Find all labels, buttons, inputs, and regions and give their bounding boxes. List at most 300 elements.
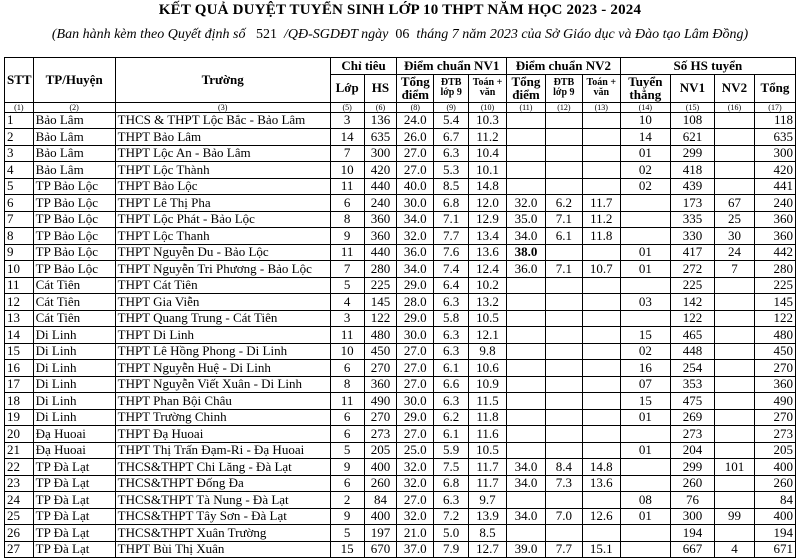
cell-admitted-total: 240 — [754, 195, 795, 212]
cell-admitted-nv2: 7 — [714, 261, 754, 278]
cell-school: THPT Trường Chinh — [115, 409, 330, 426]
cell-admitted-nv2: 25 — [714, 211, 754, 228]
cell-school: THPT Lộc Thành — [115, 162, 330, 179]
cell-stt: 15 — [5, 343, 34, 360]
column-number: (11) — [507, 102, 546, 112]
cell-nv1-dtb: 7.9 — [434, 541, 469, 558]
decision-number: 521 — [255, 27, 277, 42]
cell-quota-hs: 273 — [364, 426, 397, 443]
cell-quota-class: 6 — [330, 475, 364, 492]
cell-admitted-nv2 — [714, 393, 754, 410]
cell-quota-hs: 145 — [364, 294, 397, 311]
cell-nv1-total: 28.0 — [397, 294, 434, 311]
cell-nv1-dtb: 6.3 — [434, 294, 469, 311]
cell-quota-class: 5 — [330, 277, 364, 294]
cell-nv1-toan-van: 11.6 — [469, 426, 507, 443]
cell-admitted-nv2: 4 — [714, 541, 754, 558]
cell-school: THPT Lộc Phát - Bảo Lộc — [115, 211, 330, 228]
cell-quota-hs: 260 — [364, 475, 397, 492]
cell-school: THPT Lộc An - Bảo Lâm — [115, 145, 330, 162]
cell-nv2-total — [507, 360, 546, 377]
cell-nv2-total: 32.0 — [507, 195, 546, 212]
cell-quota-hs: 360 — [364, 211, 397, 228]
cell-stt: 2 — [5, 129, 34, 146]
cell-admitted-nv2: 30 — [714, 228, 754, 245]
cell-nv2-total: 39.0 — [507, 541, 546, 558]
column-number: (10) — [469, 102, 507, 112]
header-admitted-nv2: NV2 — [714, 74, 754, 102]
cell-quota-class: 10 — [330, 343, 364, 360]
cell-admitted-nv1: 353 — [670, 376, 714, 393]
cell-quota-hs: 136 — [364, 112, 397, 129]
cell-nv1-total: 27.0 — [397, 162, 434, 179]
cell-quota-hs: 280 — [364, 261, 397, 278]
cell-nv1-total: 34.0 — [397, 211, 434, 228]
table-row — [5, 129, 796, 146]
cell-admitted-nv2 — [714, 343, 754, 360]
cell-admitted-nv2 — [714, 162, 754, 179]
cell-nv2-dtb — [545, 327, 582, 344]
cell-admitted-nv1: 142 — [670, 294, 714, 311]
cell-quota-class: 5 — [330, 442, 364, 459]
cell-nv2-total: 36.0 — [507, 261, 546, 278]
cell-nv2-total — [507, 145, 546, 162]
cell-direct — [620, 459, 670, 476]
cell-nv2-dtb — [545, 277, 582, 294]
column-number: (12) — [545, 102, 582, 112]
cell-nv2-toan-van — [582, 343, 620, 360]
cell-quota-hs: 360 — [364, 228, 397, 245]
column-number: (9) — [434, 102, 469, 112]
header-nv1-total: Tổng điểm — [397, 74, 434, 102]
cell-direct: 16 — [620, 360, 670, 377]
cell-quota-class: 5 — [330, 525, 364, 542]
cell-quota-hs: 360 — [364, 376, 397, 393]
cell-nv1-toan-van: 12.1 — [469, 327, 507, 344]
cell-direct: 01 — [620, 244, 670, 261]
cell-admitted-nv2 — [714, 376, 754, 393]
cell-nv1-toan-van: 9.7 — [469, 492, 507, 509]
cell-district: TP Đà Lạt — [33, 508, 115, 525]
cell-nv1-dtb: 6.3 — [434, 145, 469, 162]
cell-direct: 15 — [620, 393, 670, 410]
cell-admitted-nv1: 439 — [670, 178, 714, 195]
cell-quota-class: 9 — [330, 508, 364, 525]
cell-nv2-toan-van: 10.7 — [582, 261, 620, 278]
cell-admitted-total: 360 — [754, 376, 795, 393]
cell-admitted-nv2 — [714, 327, 754, 344]
cell-stt: 7 — [5, 211, 34, 228]
cell-nv1-total: 36.0 — [397, 244, 434, 261]
cell-nv2-total — [507, 294, 546, 311]
cell-stt: 26 — [5, 525, 34, 542]
cell-direct — [620, 195, 670, 212]
admission-results-table — [4, 57, 796, 558]
table-row — [5, 459, 796, 476]
subtitle-part2: /QĐ-SGDĐT ngày — [283, 27, 389, 42]
cell-nv1-total: 24.0 — [397, 112, 434, 129]
cell-nv1-dtb: 7.2 — [434, 508, 469, 525]
cell-district: Bảo Lâm — [33, 145, 115, 162]
cell-district: Di Linh — [33, 327, 115, 344]
cell-admitted-nv1: 122 — [670, 310, 714, 327]
cell-quota-hs: 240 — [364, 195, 397, 212]
cell-quota-class: 6 — [330, 360, 364, 377]
cell-school: THPT Lê Hồng Phong - Di Linh — [115, 343, 330, 360]
cell-quota-hs: 84 — [364, 492, 397, 509]
cell-stt: 10 — [5, 261, 34, 278]
cell-direct: 01 — [620, 442, 670, 459]
cell-quota-hs: 205 — [364, 442, 397, 459]
cell-nv2-total — [507, 393, 546, 410]
cell-admitted-nv2 — [714, 277, 754, 294]
table-row — [5, 162, 796, 179]
cell-direct: 01 — [620, 409, 670, 426]
cell-admitted-nv1: 269 — [670, 409, 714, 426]
cell-nv2-dtb — [545, 442, 582, 459]
cell-stt: 12 — [5, 294, 34, 311]
cell-quota-hs: 480 — [364, 327, 397, 344]
cell-quota-class: 3 — [330, 310, 364, 327]
cell-quota-class: 8 — [330, 211, 364, 228]
cell-admitted-nv2: 99 — [714, 508, 754, 525]
cell-nv1-dtb: 5.9 — [434, 442, 469, 459]
cell-district: TP Đà Lạt — [33, 459, 115, 476]
cell-direct: 01 — [620, 261, 670, 278]
cell-nv1-dtb: 5.0 — [434, 525, 469, 542]
cell-nv1-total: 32.0 — [397, 508, 434, 525]
column-number: (15) — [670, 102, 714, 112]
cell-district: TP Đà Lạt — [33, 541, 115, 558]
cell-direct: 01 — [620, 508, 670, 525]
cell-quota-class: 11 — [330, 327, 364, 344]
cell-admitted-total: 118 — [754, 112, 795, 129]
cell-stt: 5 — [5, 178, 34, 195]
cell-nv2-dtb: 7.7 — [545, 541, 582, 558]
cell-nv2-toan-van — [582, 129, 620, 146]
cell-admitted-nv1: 254 — [670, 360, 714, 377]
cell-nv1-toan-van: 11.2 — [469, 129, 507, 146]
table-row — [5, 327, 796, 344]
table-row — [5, 343, 796, 360]
header-nv1-toan-van: Toán + văn — [469, 74, 507, 102]
cell-nv1-toan-van: 10.5 — [469, 310, 507, 327]
cell-nv2-toan-van — [582, 162, 620, 179]
table-row — [5, 409, 796, 426]
cell-nv1-total: 27.0 — [397, 360, 434, 377]
cell-direct: 15 — [620, 327, 670, 344]
cell-nv1-dtb: 6.1 — [434, 360, 469, 377]
cell-district: Đạ Huoai — [33, 442, 115, 459]
cell-district: Cát Tiên — [33, 310, 115, 327]
table-row — [5, 228, 796, 245]
header-stt: STT — [5, 58, 34, 103]
cell-nv1-total: 21.0 — [397, 525, 434, 542]
cell-nv2-dtb — [545, 244, 582, 261]
cell-nv1-toan-van: 10.6 — [469, 360, 507, 377]
header-nv1: Điểm chuẩn NV1 — [397, 58, 507, 75]
cell-stt: 8 — [5, 228, 34, 245]
cell-quota-class: 2 — [330, 492, 364, 509]
cell-nv2-total: 34.0 — [507, 459, 546, 476]
cell-nv1-total: 32.0 — [397, 228, 434, 245]
cell-school: THCS & THPT Lộc Bắc - Bảo Lâm — [115, 112, 330, 129]
cell-direct: 03 — [620, 294, 670, 311]
cell-admitted-total: 145 — [754, 294, 795, 311]
cell-nv2-dtb — [545, 112, 582, 129]
cell-school: THPT Phan Bội Châu — [115, 393, 330, 410]
cell-nv2-dtb: 8.4 — [545, 459, 582, 476]
cell-nv1-toan-van: 11.5 — [469, 393, 507, 410]
cell-nv2-dtb: 7.1 — [545, 261, 582, 278]
cell-nv1-total: 29.0 — [397, 277, 434, 294]
column-number: (8) — [397, 102, 434, 112]
cell-nv1-toan-van: 10.4 — [469, 145, 507, 162]
cell-school: THCS&THPT Tây Sơn - Đà Lạt — [115, 508, 330, 525]
column-number: (1) — [5, 102, 34, 112]
decision-day: 06 — [395, 27, 410, 42]
cell-direct — [620, 310, 670, 327]
cell-school: THPT Quang Trung - Cát Tiên — [115, 310, 330, 327]
cell-nv2-toan-van — [582, 294, 620, 311]
cell-admitted-nv2 — [714, 145, 754, 162]
cell-admitted-total: 360 — [754, 228, 795, 245]
cell-quota-class: 9 — [330, 459, 364, 476]
cell-district: Di Linh — [33, 409, 115, 426]
cell-quota-hs: 450 — [364, 343, 397, 360]
table-row — [5, 277, 796, 294]
cell-direct: 10 — [620, 112, 670, 129]
cell-stt: 9 — [5, 244, 34, 261]
cell-quota-hs: 670 — [364, 541, 397, 558]
cell-stt: 14 — [5, 327, 34, 344]
cell-nv1-total: 27.0 — [397, 492, 434, 509]
cell-nv1-total: 32.0 — [397, 475, 434, 492]
cell-nv1-toan-van: 11.8 — [469, 409, 507, 426]
cell-quota-class: 9 — [330, 228, 364, 245]
cell-direct — [620, 228, 670, 245]
cell-nv1-total: 27.0 — [397, 376, 434, 393]
column-number: (14) — [620, 102, 670, 112]
header-quota-hs: HS — [364, 74, 397, 102]
cell-admitted-nv1: 173 — [670, 195, 714, 212]
table-row — [5, 508, 796, 525]
cell-nv1-dtb: 6.3 — [434, 343, 469, 360]
cell-nv2-toan-van — [582, 376, 620, 393]
cell-direct: 02 — [620, 162, 670, 179]
cell-admitted-total: 194 — [754, 525, 795, 542]
cell-admitted-total: 205 — [754, 442, 795, 459]
cell-admitted-nv2 — [714, 360, 754, 377]
column-number: (3) — [115, 102, 330, 112]
column-number: (5) — [330, 102, 364, 112]
header-school: Trường — [115, 58, 330, 103]
cell-admitted-total: 225 — [754, 277, 795, 294]
cell-nv1-toan-van: 12.0 — [469, 195, 507, 212]
cell-nv1-total: 32.0 — [397, 459, 434, 476]
cell-quota-class: 11 — [330, 393, 364, 410]
cell-nv2-dtb — [545, 294, 582, 311]
header-nv2-total: Tổng điểm — [507, 74, 546, 102]
table-row — [5, 376, 796, 393]
cell-stt: 16 — [5, 360, 34, 377]
cell-admitted-nv2 — [714, 475, 754, 492]
cell-nv2-toan-van — [582, 277, 620, 294]
cell-school: THCS&THPT Chi Lăng - Đà Lạt — [115, 459, 330, 476]
cell-district: TP Bảo Lộc — [33, 211, 115, 228]
cell-nv1-toan-van: 10.1 — [469, 162, 507, 179]
cell-nv2-total: 38.0 — [507, 244, 546, 261]
subtitle-part3: tháng 7 năm 2023 của Sở Giáo dục và Đào tạo Lâm Đồng) — [416, 27, 749, 42]
cell-district: Bảo Lâm — [33, 162, 115, 179]
cell-admitted-total: 490 — [754, 393, 795, 410]
cell-nv2-dtb: 7.0 — [545, 508, 582, 525]
cell-school: THPT Bảo Lộc — [115, 178, 330, 195]
cell-nv1-total: 37.0 — [397, 541, 434, 558]
cell-school: THPT Lộc Thanh — [115, 228, 330, 245]
cell-stt: 18 — [5, 393, 34, 410]
cell-nv2-total — [507, 310, 546, 327]
cell-stt: 27 — [5, 541, 34, 558]
cell-admitted-nv1: 225 — [670, 277, 714, 294]
cell-stt: 19 — [5, 409, 34, 426]
cell-direct: 08 — [620, 492, 670, 509]
document-title: KẾT QUẢ DUYỆT TUYỂN SINH LỚP 10 THPT NĂM HỌC 2023 - 2024 — [158, 2, 642, 18]
cell-admitted-nv1: 300 — [670, 508, 714, 525]
cell-stt: 3 — [5, 145, 34, 162]
cell-admitted-total: 300 — [754, 145, 795, 162]
header-admitted: Số HS tuyển — [620, 58, 795, 75]
cell-nv2-dtb — [545, 426, 582, 443]
cell-nv2-toan-van: 14.8 — [582, 459, 620, 476]
cell-district: Bảo Lâm — [33, 129, 115, 146]
cell-nv2-toan-van — [582, 492, 620, 509]
column-number-row — [5, 102, 796, 112]
cell-nv2-toan-van — [582, 327, 620, 344]
cell-school: THPT Nguyễn Tri Phương - Bảo Lộc — [115, 261, 330, 278]
cell-quota-hs: 122 — [364, 310, 397, 327]
cell-nv2-total: 35.0 — [507, 211, 546, 228]
cell-nv1-dtb: 6.6 — [434, 376, 469, 393]
cell-stt: 17 — [5, 376, 34, 393]
cell-stt: 21 — [5, 442, 34, 459]
cell-admitted-total: 400 — [754, 459, 795, 476]
cell-admitted-nv1: 448 — [670, 343, 714, 360]
table-row — [5, 211, 796, 228]
cell-nv1-toan-van: 13.6 — [469, 244, 507, 261]
cell-nv2-total — [507, 492, 546, 509]
cell-nv2-total — [507, 525, 546, 542]
cell-stt: 20 — [5, 426, 34, 443]
table-row — [5, 525, 796, 542]
cell-nv1-total: 25.0 — [397, 442, 434, 459]
table-row — [5, 360, 796, 377]
cell-nv2-total — [507, 112, 546, 129]
cell-district: Đạ Huoai — [33, 426, 115, 443]
cell-quota-hs: 635 — [364, 129, 397, 146]
cell-direct: 02 — [620, 343, 670, 360]
cell-admitted-nv1: 418 — [670, 162, 714, 179]
cell-nv2-total — [507, 442, 546, 459]
cell-admitted-total: 450 — [754, 343, 795, 360]
cell-district: TP Bảo Lộc — [33, 244, 115, 261]
cell-direct: 02 — [620, 178, 670, 195]
cell-nv1-toan-van: 10.5 — [469, 442, 507, 459]
cell-direct — [620, 426, 670, 443]
cell-nv2-dtb — [545, 492, 582, 509]
cell-direct: 07 — [620, 376, 670, 393]
cell-nv1-dtb: 7.5 — [434, 459, 469, 476]
cell-nv2-toan-van: 11.2 — [582, 211, 620, 228]
cell-direct — [620, 475, 670, 492]
cell-admitted-nv2 — [714, 310, 754, 327]
cell-nv1-toan-van: 11.7 — [469, 475, 507, 492]
table-row — [5, 261, 796, 278]
cell-nv1-dtb: 6.2 — [434, 409, 469, 426]
header-direct: Tuyển thẳng — [620, 74, 670, 102]
cell-school: THPT Bùi Thị Xuân — [115, 541, 330, 558]
cell-admitted-nv1: 667 — [670, 541, 714, 558]
cell-admitted-nv2 — [714, 426, 754, 443]
cell-nv1-toan-van: 13.2 — [469, 294, 507, 311]
cell-nv2-toan-van — [582, 178, 620, 195]
cell-admitted-total: 122 — [754, 310, 795, 327]
table-row — [5, 112, 796, 129]
cell-admitted-nv2 — [714, 294, 754, 311]
cell-stt: 22 — [5, 459, 34, 476]
cell-nv2-toan-van — [582, 112, 620, 129]
cell-district: TP Đà Lạt — [33, 525, 115, 542]
cell-admitted-nv1: 204 — [670, 442, 714, 459]
cell-nv2-toan-van — [582, 145, 620, 162]
cell-direct — [620, 525, 670, 542]
cell-admitted-nv1: 330 — [670, 228, 714, 245]
cell-district: TP Đà Lạt — [33, 475, 115, 492]
cell-nv2-total — [507, 343, 546, 360]
cell-admitted-nv2 — [714, 178, 754, 195]
cell-stt: 23 — [5, 475, 34, 492]
cell-nv2-dtb — [545, 393, 582, 410]
cell-quota-class: 15 — [330, 541, 364, 558]
cell-quota-hs: 400 — [364, 459, 397, 476]
cell-admitted-total: 360 — [754, 211, 795, 228]
cell-nv2-dtb — [545, 129, 582, 146]
cell-school: THPT Lê Thị Pha — [115, 195, 330, 212]
cell-nv1-total: 27.0 — [397, 343, 434, 360]
cell-nv2-total: 34.0 — [507, 508, 546, 525]
table-row — [5, 244, 796, 261]
table-row — [5, 310, 796, 327]
cell-stt: 25 — [5, 508, 34, 525]
cell-school: THCS&THPT Đống Đa — [115, 475, 330, 492]
cell-admitted-nv1: 76 — [670, 492, 714, 509]
cell-direct: 01 — [620, 145, 670, 162]
cell-nv1-toan-van: 10.3 — [469, 112, 507, 129]
cell-nv2-toan-van: 15.1 — [582, 541, 620, 558]
cell-admitted-total: 442 — [754, 244, 795, 261]
header-admitted-nv1: NV1 — [670, 74, 714, 102]
cell-quota-class: 7 — [330, 145, 364, 162]
cell-nv1-dtb: 7.6 — [434, 244, 469, 261]
cell-school: THPT Nguyễn Du - Bảo Lộc — [115, 244, 330, 261]
cell-district: Di Linh — [33, 393, 115, 410]
cell-admitted-total: 280 — [754, 261, 795, 278]
cell-nv1-toan-van: 12.7 — [469, 541, 507, 558]
header-quota: Chỉ tiêu — [330, 58, 397, 75]
cell-nv1-total: 34.0 — [397, 261, 434, 278]
cell-school: THPT Gia Viễn — [115, 294, 330, 311]
cell-district: Di Linh — [33, 343, 115, 360]
